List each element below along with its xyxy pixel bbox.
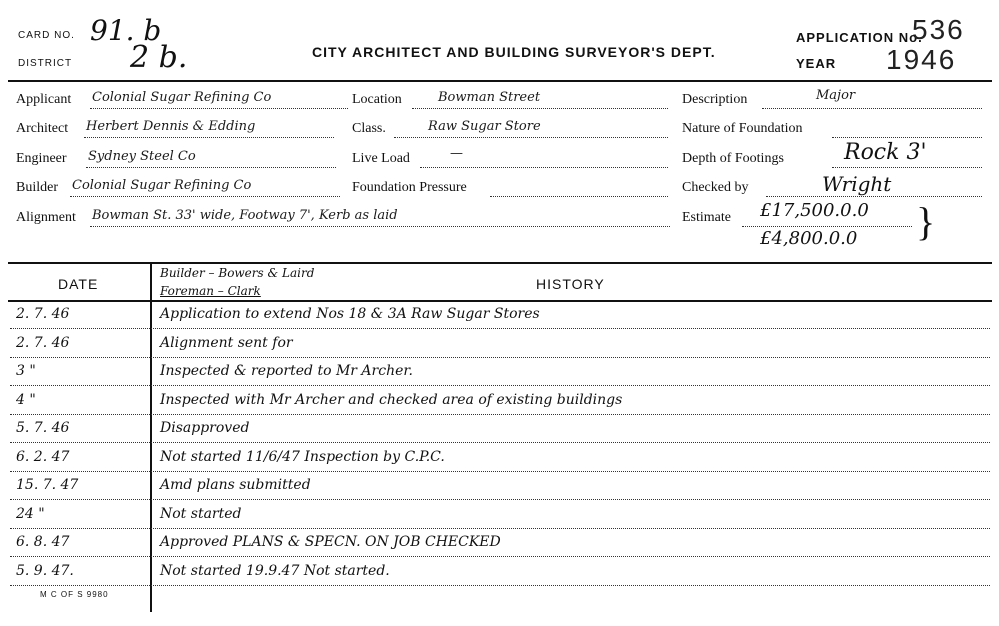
estimate-brace: }	[916, 199, 936, 244]
history-row-text: Amd plans submitted	[160, 477, 311, 493]
history-row-date: 5. 9. 47.	[16, 563, 74, 579]
history-row-line	[10, 414, 990, 415]
description-value: Major	[816, 88, 856, 103]
history-row-date: 15. 7. 47	[16, 477, 79, 493]
history-row-text: Approved PLANS & SPECN. ON JOB CHECKED	[160, 534, 501, 550]
history-row-date: 2. 7. 46	[16, 335, 70, 351]
checked-label: Checked by	[682, 180, 749, 195]
history-top-rule	[8, 262, 992, 264]
application-label: APPLICATION No.	[796, 30, 923, 45]
liveload-value: —	[450, 146, 463, 161]
estimate-label: Estimate	[682, 210, 731, 225]
history-column-header: HISTORY	[536, 276, 605, 292]
architect-value: Herbert Dennis & Edding	[86, 119, 256, 134]
history-row-text: Inspected & reported to Mr Archer.	[160, 363, 413, 379]
foreman-note: Foreman – Clark	[160, 284, 261, 298]
history-row-text: Disapproved	[160, 420, 250, 436]
depth-value: Rock 3'	[844, 140, 927, 165]
application-number: 536	[912, 14, 965, 45]
history-row-line	[10, 357, 990, 358]
builder-note: Builder – Bowers & Laird	[160, 266, 315, 280]
history-row-line	[10, 499, 990, 500]
engineer-label: Engineer	[16, 151, 67, 166]
history-row-date: 24 "	[16, 506, 45, 522]
builder-value: Colonial Sugar Refining Co	[72, 178, 252, 193]
location-line	[412, 108, 668, 109]
date-column-header: DATE	[58, 276, 99, 292]
history-row-text: Application to extend Nos 18 & 3A Raw Sugar Stores	[160, 306, 540, 322]
liveload-line	[420, 167, 668, 168]
history-row-line	[10, 385, 990, 386]
history-header-rule	[8, 300, 992, 302]
top-rule	[8, 80, 992, 82]
district-label: DISTRICT	[18, 58, 73, 69]
card-no-label: CARD NO.	[18, 30, 75, 41]
estimate-value-1: £17,500.0.0	[760, 200, 869, 221]
history-row-date: 4 "	[16, 392, 36, 408]
description-label: Description	[682, 92, 748, 107]
estimate-line	[742, 226, 912, 227]
applicant-label: Applicant	[16, 92, 72, 107]
history-row-date: 2. 7. 46	[16, 306, 70, 322]
checked-value: Wright	[822, 172, 892, 196]
nature-label: Nature of Foundation	[682, 121, 803, 136]
alignment-label: Alignment	[16, 210, 76, 225]
nature-line	[832, 137, 982, 138]
history-row-text: Inspected with Mr Archer and checked area of existing buildings	[160, 392, 623, 408]
foundation-label: Foundation Pressure	[352, 180, 467, 195]
district-value: 2 b.	[130, 40, 188, 75]
history-row-line	[10, 328, 990, 329]
history-row-text: Not started 19.9.47 Not started.	[160, 563, 390, 579]
card-no-value: 91. b	[90, 14, 162, 47]
history-row-date: 5. 7. 46	[16, 420, 70, 436]
history-row-text: Not started	[160, 506, 242, 522]
history-row-date: 6. 2. 47	[16, 449, 70, 465]
history-row-text: Alignment sent for	[160, 335, 293, 351]
history-row-line	[10, 556, 990, 557]
engineer-line	[86, 167, 336, 168]
alignment-value: Bowman St. 33' wide, Footway 7', Kerb as laid	[92, 208, 398, 223]
history-row-line	[10, 585, 990, 586]
applicant-line	[90, 108, 348, 109]
year-label: YEAR	[796, 56, 837, 71]
architect-line	[84, 137, 334, 138]
builder-line	[70, 196, 340, 197]
history-row-line	[10, 528, 990, 529]
description-line	[762, 108, 982, 109]
engineer-value: Sydney Steel Co	[88, 149, 196, 164]
history-row-line	[10, 442, 990, 443]
year-value: 1946	[886, 44, 957, 75]
liveload-label: Live Load	[352, 151, 410, 166]
builder-label: Builder	[16, 180, 58, 195]
class-value: Raw Sugar Store	[428, 119, 541, 134]
class-line	[394, 137, 668, 138]
alignment-line	[90, 226, 670, 227]
history-row-date: 3 "	[16, 363, 36, 379]
location-value: Bowman Street	[438, 90, 541, 105]
foundation-line	[490, 196, 668, 197]
location-label: Location	[352, 92, 402, 107]
architect-label: Architect	[16, 121, 69, 136]
estimate-value-2: £4,800.0.0	[760, 228, 858, 249]
checked-line	[766, 196, 982, 197]
depth-label: Depth of Footings	[682, 151, 784, 166]
class-label: Class.	[352, 121, 386, 136]
history-row-line	[10, 471, 990, 472]
date-column-divider	[150, 262, 152, 612]
applicant-value: Colonial Sugar Refining Co	[92, 90, 272, 105]
form-code: M C OF S 9980	[40, 590, 109, 599]
dept-title: CITY ARCHITECT AND BUILDING SURVEYOR'S DEPT.	[312, 44, 716, 60]
history-row-text: Not started 11/6/47 Inspection by C.P.C.	[160, 449, 445, 465]
depth-line	[832, 167, 982, 168]
history-row-date: 6. 8. 47	[16, 534, 70, 550]
